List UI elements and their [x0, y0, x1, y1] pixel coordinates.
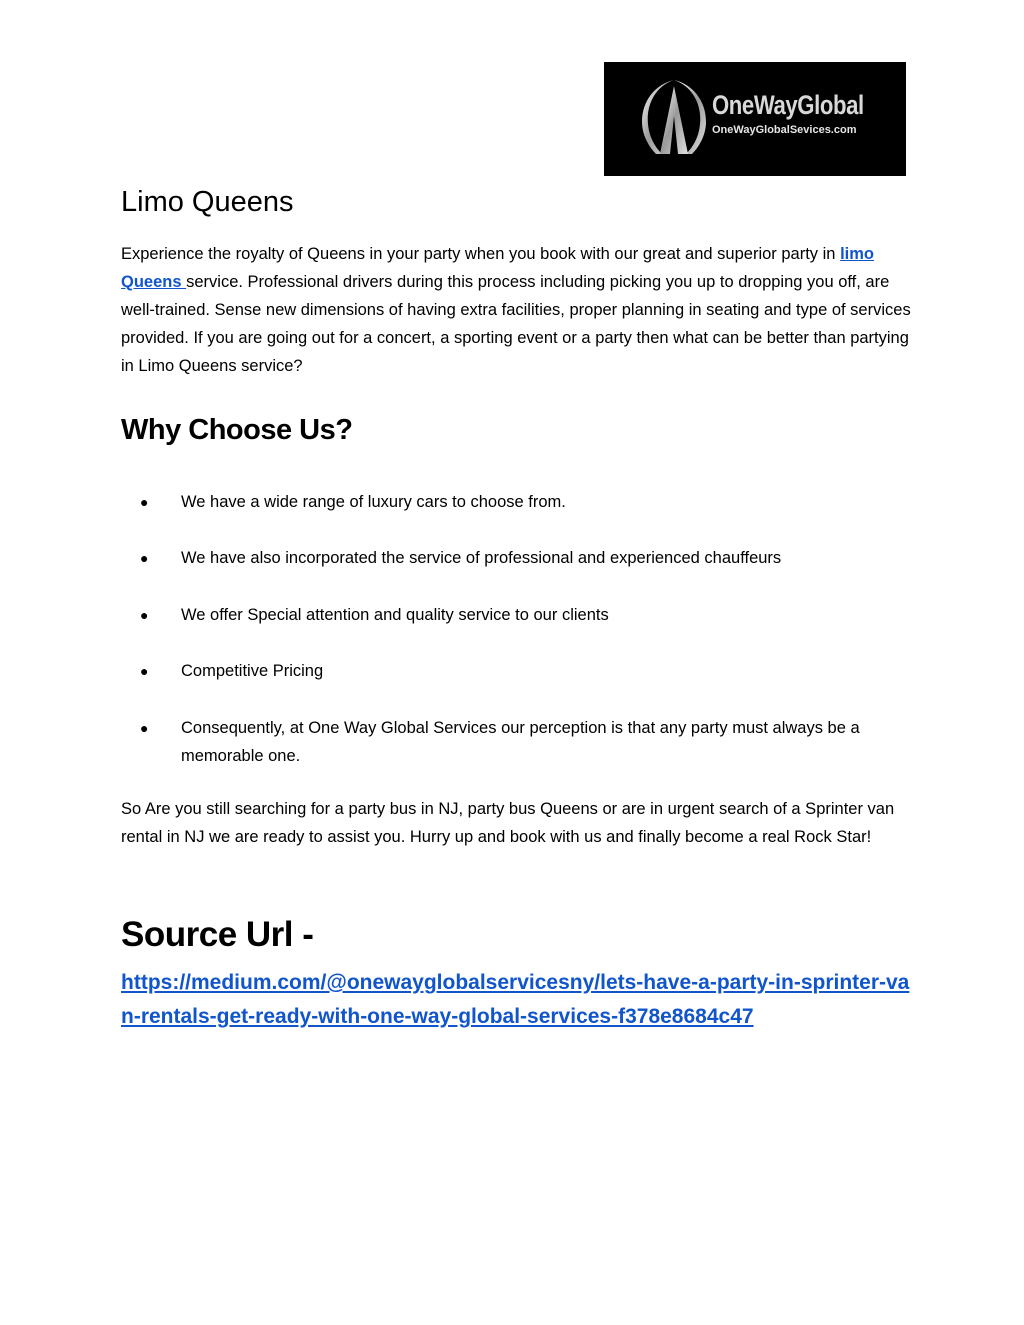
page-title: Limo Queens	[121, 186, 294, 218]
why-choose-heading: Why Choose Us?	[121, 414, 353, 446]
logo-site-text: OneWayGlobalSevices.com	[712, 124, 857, 136]
company-logo	[604, 62, 906, 176]
limo-queens-link[interactable]: limo Queens	[121, 245, 874, 291]
bullet-icon: ●	[140, 663, 149, 679]
intro-paragraph	[121, 240, 911, 380]
list-item-text: Consequently, at One Way Global Services our perception is that any party must always be a memorable one.	[181, 719, 860, 765]
source-heading: Source Url -	[121, 915, 314, 954]
list-item-text: Competitive Pricing	[181, 662, 324, 680]
bullet-icon: ●	[140, 494, 149, 510]
source-url-link[interactable]: https://medium.com/@onewayglobalservicesny/lets-have-a-party-in-sprinter-van-rentals-get-ready-with-one-way-global-services-f378e8684c47	[121, 971, 910, 1028]
bullet-icon: ●	[140, 550, 149, 566]
logo-brand-text: OneWayGlobal	[712, 90, 864, 120]
list-item-text: We have also incorporated the service of professional and experienced chauffeurs	[181, 549, 782, 567]
list-item-text: We offer Special attention and quality service to our clients	[181, 606, 609, 624]
bullet-icon: ●	[140, 720, 149, 736]
intro-text-end: service. Professional drivers during this process including picking you up to dropping you off, are well-trained. Sense new dimensions of having extra facilities, proper planning in seating and type of services provided. If you are going out for a concert, a sporting event or a party then what can be better than partying in Limo Queens service?	[121, 273, 911, 375]
bullet-icon: ●	[140, 607, 149, 623]
road-arrow-icon	[642, 76, 706, 160]
closing-paragraph: So Are you still searching for a party bus in NJ, party bus Queens or are in urgent search of a Sprinter van rental in NJ we are ready to assist you. Hurry up and book with us and finally become a real Rock Star!	[121, 800, 895, 846]
intro-text-start: Experience the royalty of Queens in your party when you book with our great and superior party in	[121, 245, 841, 263]
list-item-text: We have a wide range of luxury cars to choose from.	[181, 493, 566, 511]
